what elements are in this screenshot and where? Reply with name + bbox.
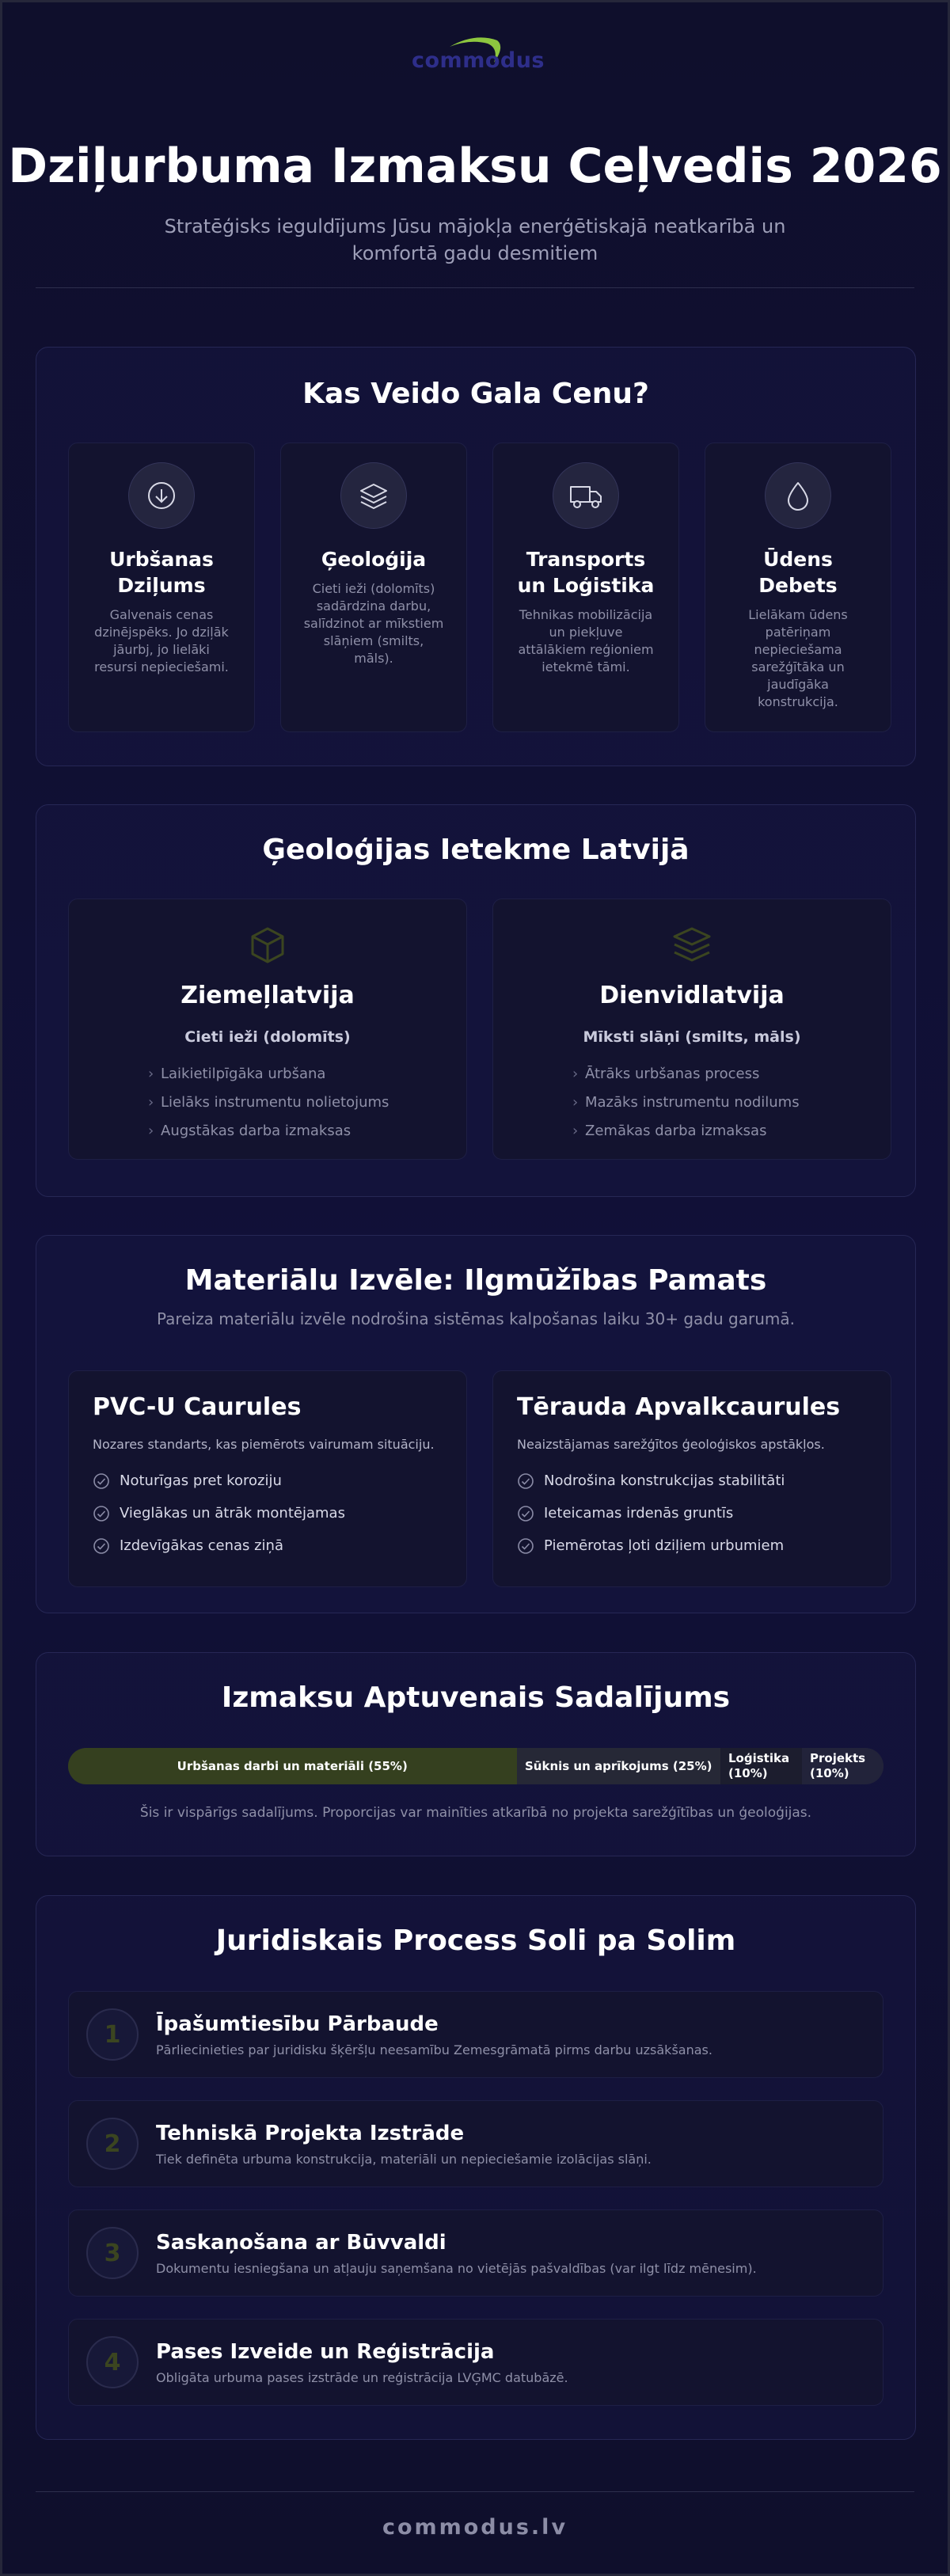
- layers-icon: [357, 479, 390, 512]
- step-number: 1: [86, 2008, 139, 2061]
- page-subtitle: Stratēģisks ieguldījums Jūsu mājokļa enerģētiskajā neatkarībā un komfortā gadu desmitiem: [164, 215, 786, 264]
- list-item-label: Izdevīgākas cenas ziņā: [120, 1537, 283, 1554]
- check-circle-icon: [93, 1537, 110, 1555]
- geo-points-list: [148, 1060, 466, 1146]
- process-step: [68, 2209, 884, 2297]
- segment-drilling: [68, 1748, 517, 1784]
- icon-badge: [765, 462, 831, 529]
- section-title: Ģeoloģijas Ietekme Latvijā: [262, 834, 690, 866]
- geo-region-title: Dienvidlatvija: [599, 982, 785, 1009]
- section-subtitle: Pareiza materiālu izvēle nodrošina sistēmas kalpošanas laiku 30+ gadu garumā.: [157, 1309, 795, 1328]
- section-title: Materiālu Izvēle: Ilgmūžības Pamats: [184, 1264, 767, 1297]
- factor-card-water-flow: [705, 443, 891, 732]
- legal-process-section: [36, 1895, 916, 2440]
- list-item: [517, 1465, 891, 1497]
- factor-desc: Lielākam ūdens patēriņam nepieciešama sarežģītāka un jaudīgāka konstrukcija.: [748, 607, 848, 709]
- segment-label: Projekts (10%): [810, 1751, 866, 1780]
- material-card-steel: [492, 1370, 891, 1587]
- list-item: [93, 1497, 466, 1529]
- process-step: [68, 2319, 884, 2406]
- material-card-pvc: [68, 1370, 467, 1587]
- material-title: Tērauda Apvalkcaurules: [517, 1393, 841, 1421]
- list-item-label: Ieteicamas irdenās gruntīs: [544, 1505, 734, 1522]
- step-number: 2: [86, 2118, 139, 2170]
- material-desc: Neaizstājamas sarežģītos ģeoloģiskos apstākļos.: [517, 1437, 825, 1452]
- step-desc: Tiek definēta urbuma konstrukcija, materiāli un nepieciešamie izolācijas slāņi.: [156, 2151, 652, 2167]
- step-title: Saskaņošana ar Būvvaldi: [156, 2230, 446, 2255]
- factor-title: Ūdens Debets: [758, 548, 838, 597]
- logo[interactable]: [412, 31, 545, 86]
- section-title: Izmaksu Aptuvenais Sadalījums: [221, 1681, 731, 1714]
- step-desc: Dokumentu iesniegšana un atļauju saņemšana no vietējās pašvaldības (var ilgt līdz mēnesim).: [156, 2260, 757, 2276]
- cost-factors-section: [36, 347, 916, 766]
- list-item: [517, 1497, 891, 1529]
- section-title: Kas Veido Gala Cenu?: [302, 378, 649, 410]
- cost-breakdown-section: [36, 1652, 916, 1856]
- factor-grid: [68, 443, 891, 732]
- list-item: [93, 1465, 466, 1497]
- step-title: Pases Izveide un Reģistrācija: [156, 2339, 495, 2364]
- list-item: [93, 1529, 466, 1562]
- step-text: [156, 2012, 712, 2057]
- cube-icon: [247, 925, 288, 966]
- footer-link[interactable]: commodus.lv: [382, 2515, 568, 2540]
- list-item-label: Piemērotas ļoti dziļiem urbumiem: [544, 1537, 785, 1554]
- geo-region-title: Ziemeļlatvija: [180, 982, 355, 1009]
- material-points-list: [93, 1465, 466, 1562]
- list-item: › Lielāks instrumentu nolietojums: [148, 1089, 466, 1117]
- material-title: PVC-U Caurules: [93, 1393, 302, 1421]
- geo-points-list: [572, 1060, 891, 1146]
- process-step: [68, 2100, 884, 2187]
- factor-desc: Cieti ieži (dolomīts) sadārdzina darbu, salīdzinot ar mīkstiem slāņiem (smilts, māls).: [303, 581, 444, 666]
- geo-card-north: [68, 899, 467, 1160]
- arrow-down-circle-icon: [146, 480, 177, 511]
- factor-title: Transports un Loģistika: [517, 548, 655, 597]
- step-title: Īpašumtiesību Pārbaude: [156, 2012, 439, 2036]
- list-item: › Mazāks instrumentu nodilums: [572, 1089, 891, 1117]
- footer-divider: [36, 2491, 914, 2492]
- page-header: [2, 2, 948, 288]
- header-divider: [36, 287, 914, 288]
- list-item: › Laikietilpīgāka urbšana: [148, 1060, 466, 1089]
- list-item-label: Noturīgas pret koroziju: [120, 1472, 282, 1489]
- segment-project: [802, 1748, 884, 1784]
- process-step: [68, 1991, 884, 2078]
- water-drop-icon: [782, 479, 814, 512]
- segment-label: Loģistika (10%): [728, 1751, 790, 1780]
- logo-text: commodus: [412, 48, 545, 73]
- list-item: [517, 1529, 891, 1562]
- factor-card-depth: [68, 443, 255, 732]
- list-item: › Zemākas darba izmaksas: [572, 1117, 891, 1146]
- factor-title: Ģeoloģija: [321, 548, 427, 571]
- icon-badge: [128, 462, 195, 529]
- step-number: 3: [86, 2227, 139, 2279]
- icon-badge: [340, 462, 407, 529]
- material-desc: Nozares standarts, kas piemērots vairumam situāciju.: [93, 1437, 435, 1452]
- check-circle-icon: [93, 1505, 110, 1522]
- check-circle-icon: [517, 1537, 534, 1555]
- factor-card-transport: [492, 443, 679, 732]
- geo-region-subtitle: Cieti ieži (dolomīts): [184, 1028, 351, 1046]
- list-item-label: Vieglākas un ātrāk montējamas: [120, 1505, 345, 1522]
- step-desc: Obligāta urbuma pases izstrāde un reģistrācija LVĢMC datubāzē.: [156, 2369, 568, 2385]
- factor-card-geology: [280, 443, 467, 732]
- geology-grid: [68, 899, 891, 1160]
- check-circle-icon: [517, 1505, 534, 1522]
- step-desc: Pārliecinieties par juridisku šķēršļu neesamību Zemesgrāmatā pirms darbu uzsākšanas.: [156, 2042, 712, 2057]
- material-points-list: [517, 1465, 891, 1562]
- check-circle-icon: [517, 1472, 534, 1490]
- step-number: 4: [86, 2336, 139, 2388]
- layers-icon: [670, 925, 714, 966]
- segment-pump: [517, 1748, 721, 1784]
- cost-breakdown-bar: [68, 1748, 884, 1784]
- materials-section: [36, 1235, 916, 1613]
- factor-desc: Galvenais cenas dzinējspēks. Jo dziļāk jāurbj, jo lielāki resursi nepieciešami.: [94, 607, 229, 674]
- step-text: [156, 2231, 757, 2276]
- process-steps: [68, 1991, 884, 2428]
- icon-badge: [553, 462, 619, 529]
- step-text: [156, 2340, 568, 2385]
- check-circle-icon: [93, 1472, 110, 1490]
- factor-desc: Tehnikas mobilizācija un piekļuve attālākiem reģioniem ietekmē tāmi.: [518, 607, 654, 674]
- geology-section: [36, 804, 916, 1197]
- segment-label: Urbšanas darbi un materiāli (55%): [177, 1758, 408, 1773]
- factor-title: Urbšanas Dziļums: [109, 548, 214, 597]
- truck-icon: [568, 480, 604, 511]
- segment-logistics: [720, 1748, 802, 1784]
- page-title: Dziļurbuma Izmaksu Ceļvedis 2026: [8, 139, 942, 194]
- materials-grid: [68, 1370, 891, 1587]
- geo-region-subtitle: Mīksti slāņi (smilts, māls): [583, 1028, 801, 1046]
- segment-label: Sūknis un aprīkojums (25%): [525, 1758, 712, 1773]
- geo-card-south: [492, 899, 891, 1160]
- list-item: › Ātrāks urbšanas process: [572, 1060, 891, 1089]
- list-item-label: Nodrošina konstrukcijas stabilitāti: [544, 1472, 785, 1489]
- step-text: [156, 2122, 652, 2167]
- step-title: Tehniskā Projekta Izstrāde: [156, 2121, 465, 2145]
- breakdown-note: Šis ir vispārīgs sadalījums. Proporcijas var mainīties atkarībā no projekta sarežģītības un ģeoloģijas.: [139, 1805, 812, 1821]
- list-item: › Augstākas darba izmaksas: [148, 1117, 466, 1146]
- section-title: Juridiskais Process Soli pa Solim: [215, 1924, 736, 1957]
